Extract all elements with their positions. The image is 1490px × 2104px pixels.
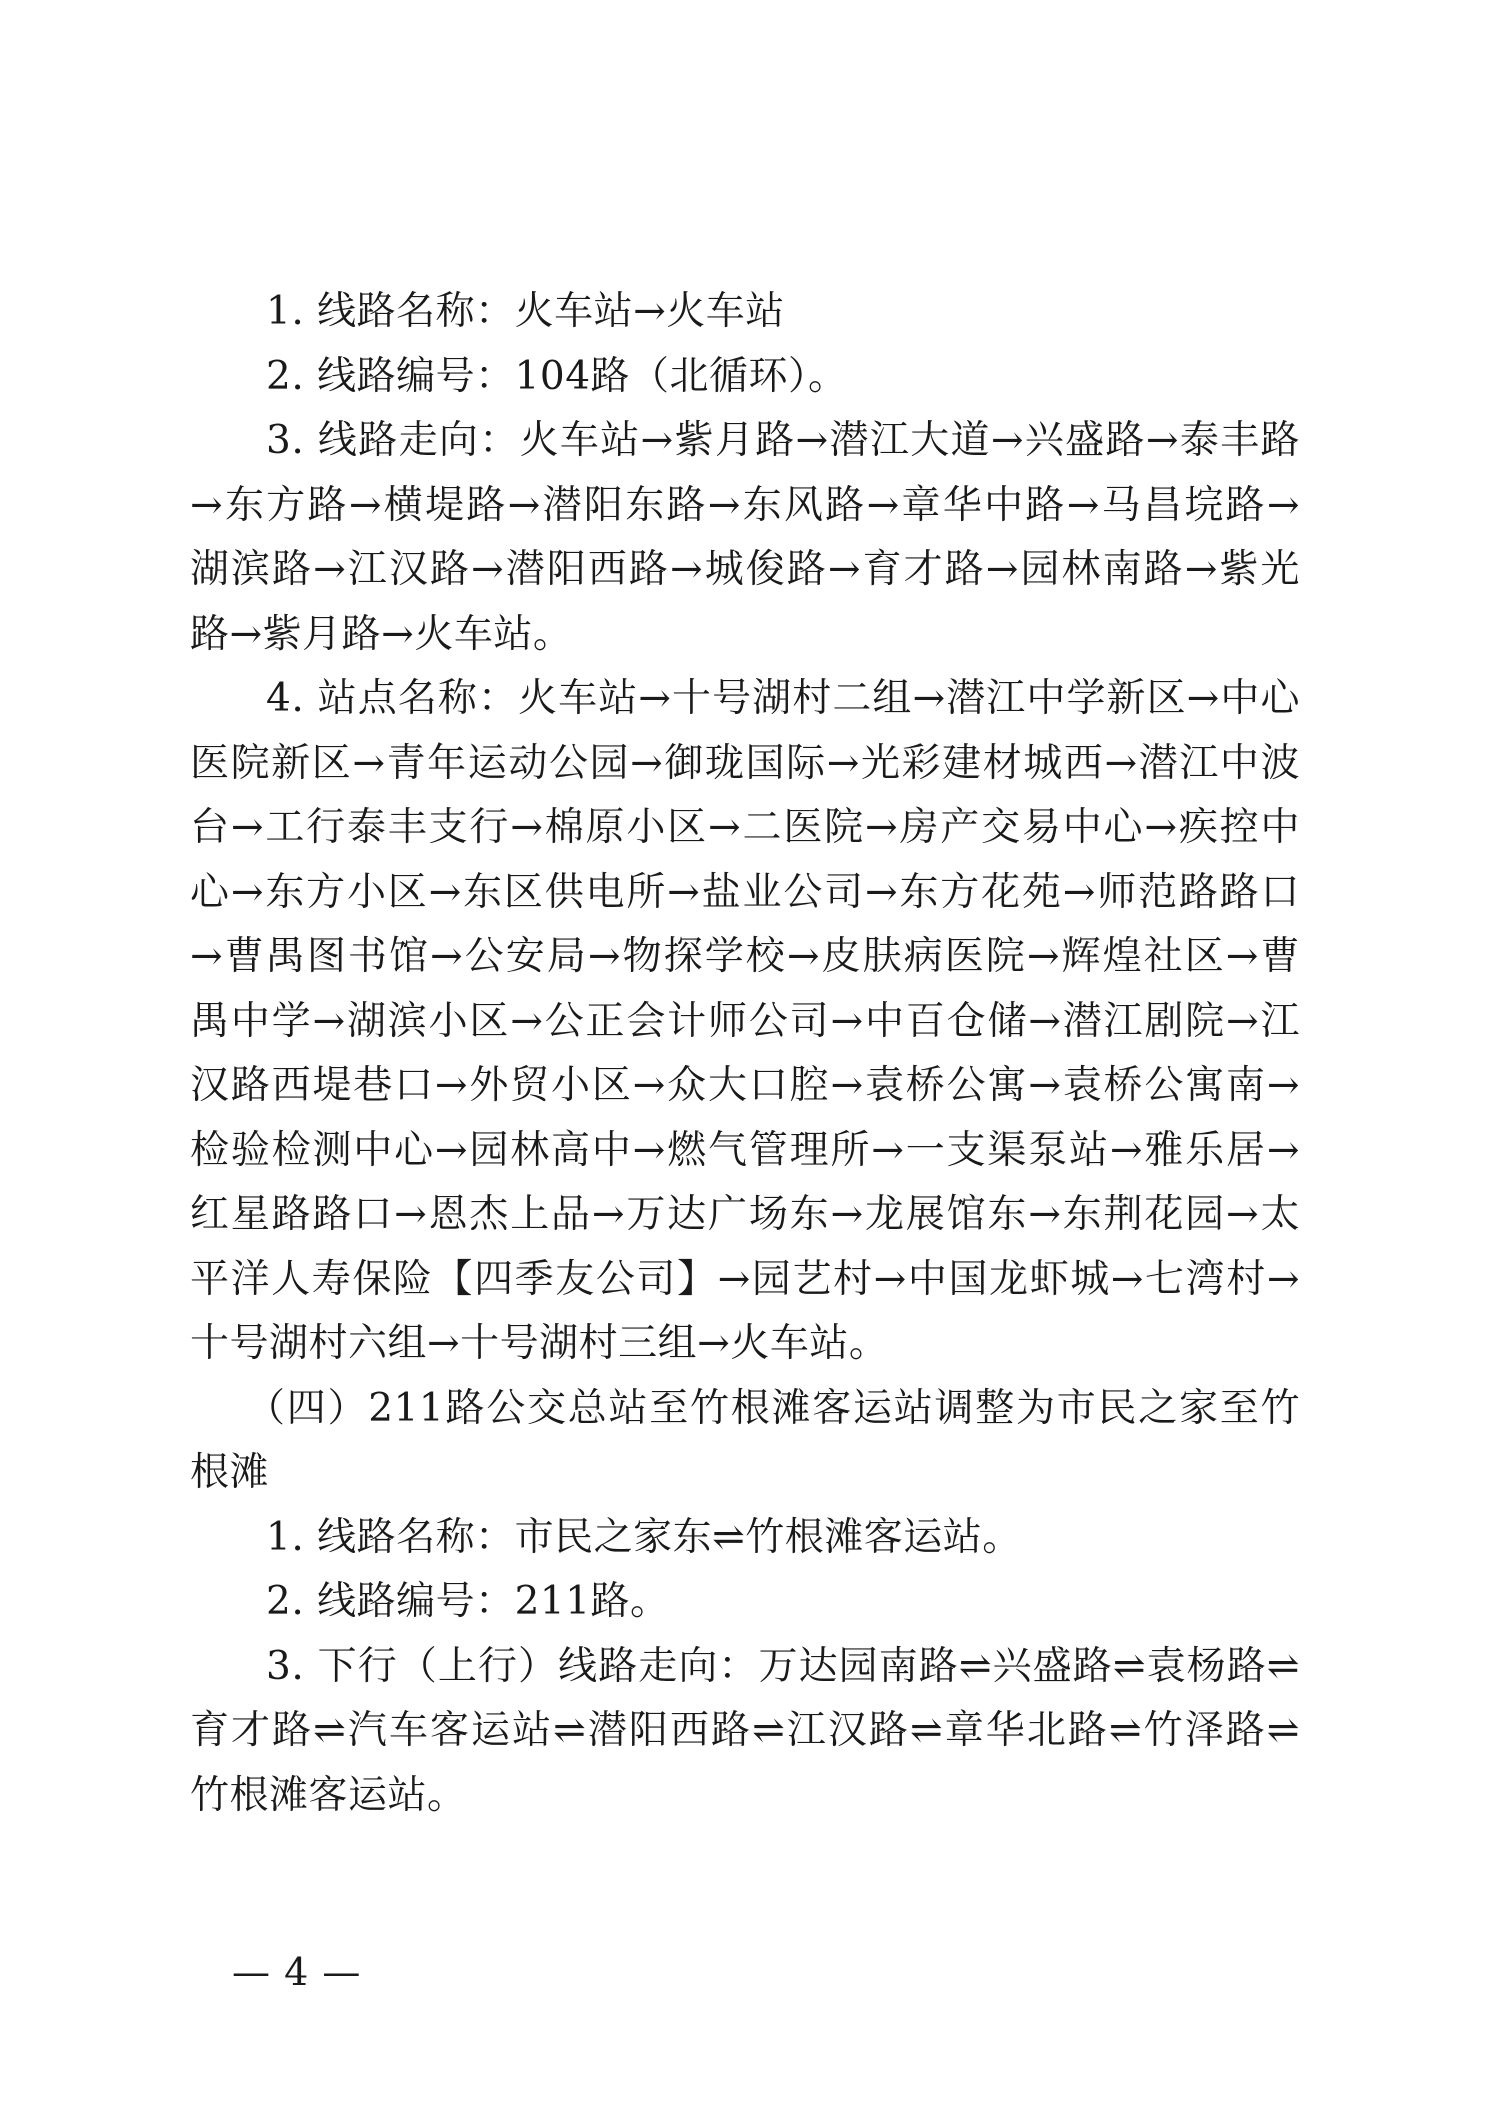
text-line: 红星路路口→恩杰上品→万达广场东→龙展馆东→东荆花园→太 [190,1192,1300,1237]
text-line: 湖滨路→江汉路→潜阳西路→城俊路→育才路→园林南路→紫光 [190,547,1300,592]
document-body [190,280,1300,1828]
text-line: 禺中学→湖滨小区→公正会计师公司→中百仓储→潜江剧院→江 [190,998,1300,1044]
text-line: 2. 线路编号：104路（北循环）。 [266,353,848,399]
text-line: 平洋人寿保险【四季友公司】→园艺村→中国龙虾城→七湾村→ [190,1256,1300,1302]
text-line: 2. 线路编号：211路。 [266,1579,670,1624]
text-line: 十号湖村六组→十号湖村三组→火车站。 [190,1321,889,1366]
text-line: 汉路西堤巷口→外贸小区→众大口腔→袁桥公寓→袁桥公寓南→ [190,1063,1300,1108]
section-heading-line: （四）211路公交总站至竹根滩客运站调整为市民之家至竹 [246,1385,1300,1431]
text-line: 3. 线路走向：火车站→紫月路→潜江大道→兴盛路→泰丰路 [266,418,1300,463]
text-line: 3. 下行（上行）线路走向：万达园南路⇌兴盛路⇌袁杨路⇌ [266,1643,1300,1689]
text-line: 育才路⇌汽车客运站⇌潜阳西路⇌江汉路⇌章华北路⇌竹泽路⇌ [190,1708,1300,1753]
text-line: 医院新区→青年运动公园→御珑国际→光彩建材城西→潜江中波 [190,740,1300,786]
text-line: 台→工行泰丰支行→棉原小区→二医院→房产交易中心→疾控中 [190,805,1300,850]
text-line: →东方路→横堤路→潜阳东路→东风路→章华中路→马昌垸路→ [190,482,1300,528]
page-number: — 4 — [232,1950,362,1994]
text-line: 4. 站点名称：火车站→十号湖村二组→潜江中学新区→中心 [266,676,1300,721]
text-line: 竹根滩客运站。 [190,1772,467,1818]
text-line: 1. 线路名称：市民之家东⇌竹根滩客运站。 [266,1514,1022,1560]
text-line: 1. 线路名称：火车站→火车站 [266,289,785,334]
text-line: →曹禺图书馆→公安局→物探学校→皮肤病医院→辉煌社区→曹 [190,934,1300,979]
text-line: 检验检测中心→园林高中→燃气管理所→一支渠泵站→雅乐居→ [190,1127,1300,1173]
text-line: 路→紫月路→火车站。 [190,611,573,657]
section-heading-line: 根滩 [190,1450,270,1495]
text-line: 心→东方小区→东区供电所→盐业公司→东方花苑→师范路路口 [190,869,1300,915]
